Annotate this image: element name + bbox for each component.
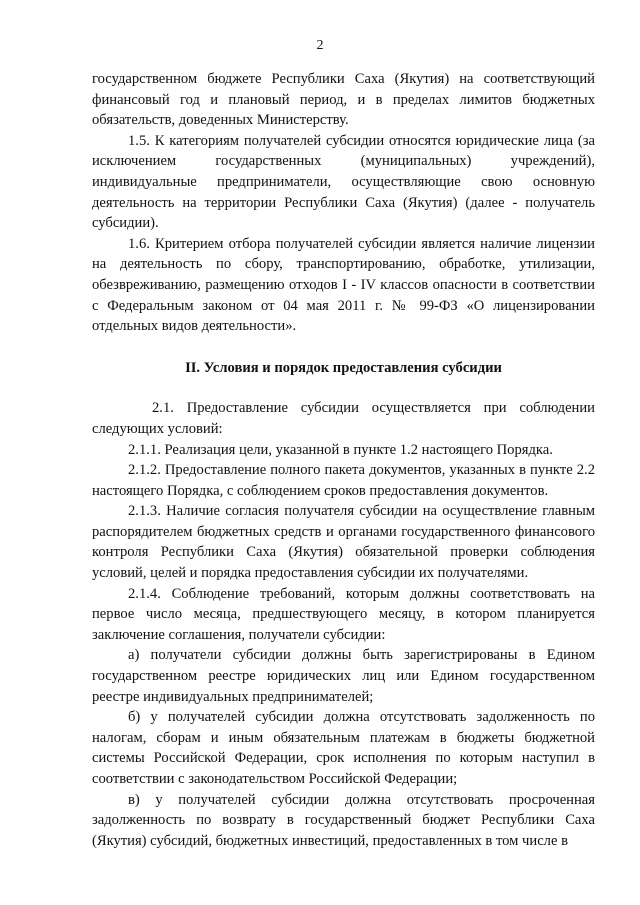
- section-heading: II. Условия и порядок предоставления субсидии: [185, 359, 502, 376]
- paragraph-2-1-1: 2.1.1. Реализация цели, указанной в пункте 1.2 настоящего Порядка.: [128, 441, 553, 458]
- paragraph-continuation: государственном бюджете Республики Саха (Якутия) на соответствующий финансовый год и плановый период, и в пределах лимитов бюджетных обязательств, доведенных Министерству.: [92, 71, 595, 129]
- paragraph-2-1-3: 2.1.3. Наличие согласия получателя субсидии на осуществление главным распорядителем бюджетных средств и органами государственного финансового контроля Республики Саха (Якутия) обязательной проверки соблюдения условий, целей и порядка предоставления субсидии их получателями.: [92, 503, 595, 582]
- paragraph-2-1: 2.1. Предоставление субсидии осуществляется при соблюдении следующих условий:: [92, 400, 595, 437]
- paragraph-item-a: а) получатели субсидии должны быть зарегистрированы в Едином государственном реестре юридических лиц или Едином государственном реестре индивидуальных предпринимателей;: [92, 647, 595, 705]
- paragraph-1-5: 1.5. К категориям получателей субсидии относятся юридические лица (за исключением государственных (муниципальных) учреждений), индивидуальные предприниматели, осуществляющие свою основную деятельность на территории Республики Саха (Якутия) (далее - получатель субсидии).: [92, 132, 595, 232]
- paragraph-item-b: б) у получателей субсидии должна отсутствовать задолженность по налогам, сборам и иным обязательным платежам в бюджеты бюджетной системы Российской Федерации, срок исполнения по которым наступил в соответствии с законодательством Российской Федерации;: [92, 709, 595, 787]
- page-number: 2: [316, 38, 324, 53]
- document-body: [92, 69, 595, 851]
- paragraph-2-1-4: 2.1.4. Соблюдение требований, которым должны соответствовать на первое число месяца, предшествующего месяцу, в котором планируется заключение соглашения, получатели субсидии:: [92, 585, 595, 643]
- paragraph-item-v: в) у получателей субсидии должна отсутствовать просроченная задолженность по возврату в государственный бюджет Республики Саха (Якутия) субсидий, бюджетных инвестиций, предоставленных в том числе в: [92, 791, 595, 849]
- paragraph-2-1-2: 2.1.2. Предоставление полного пакета документов, указанных в пункте 2.2 настоящего Порядка, с соблюдением сроков предоставления документов.: [92, 462, 595, 499]
- paragraph-1-6: 1.6. Критерием отбора получателей субсидии является наличие лицензии на деятельность по сбору, транспортированию, обработке, утилизации, обезвреживанию, размещению отходов I - IV классов опасности в соответствии с Федеральным законом от 04 мая 2011 г. № 99-ФЗ «О лицензировании отдельных видов деятельности».: [92, 235, 595, 335]
